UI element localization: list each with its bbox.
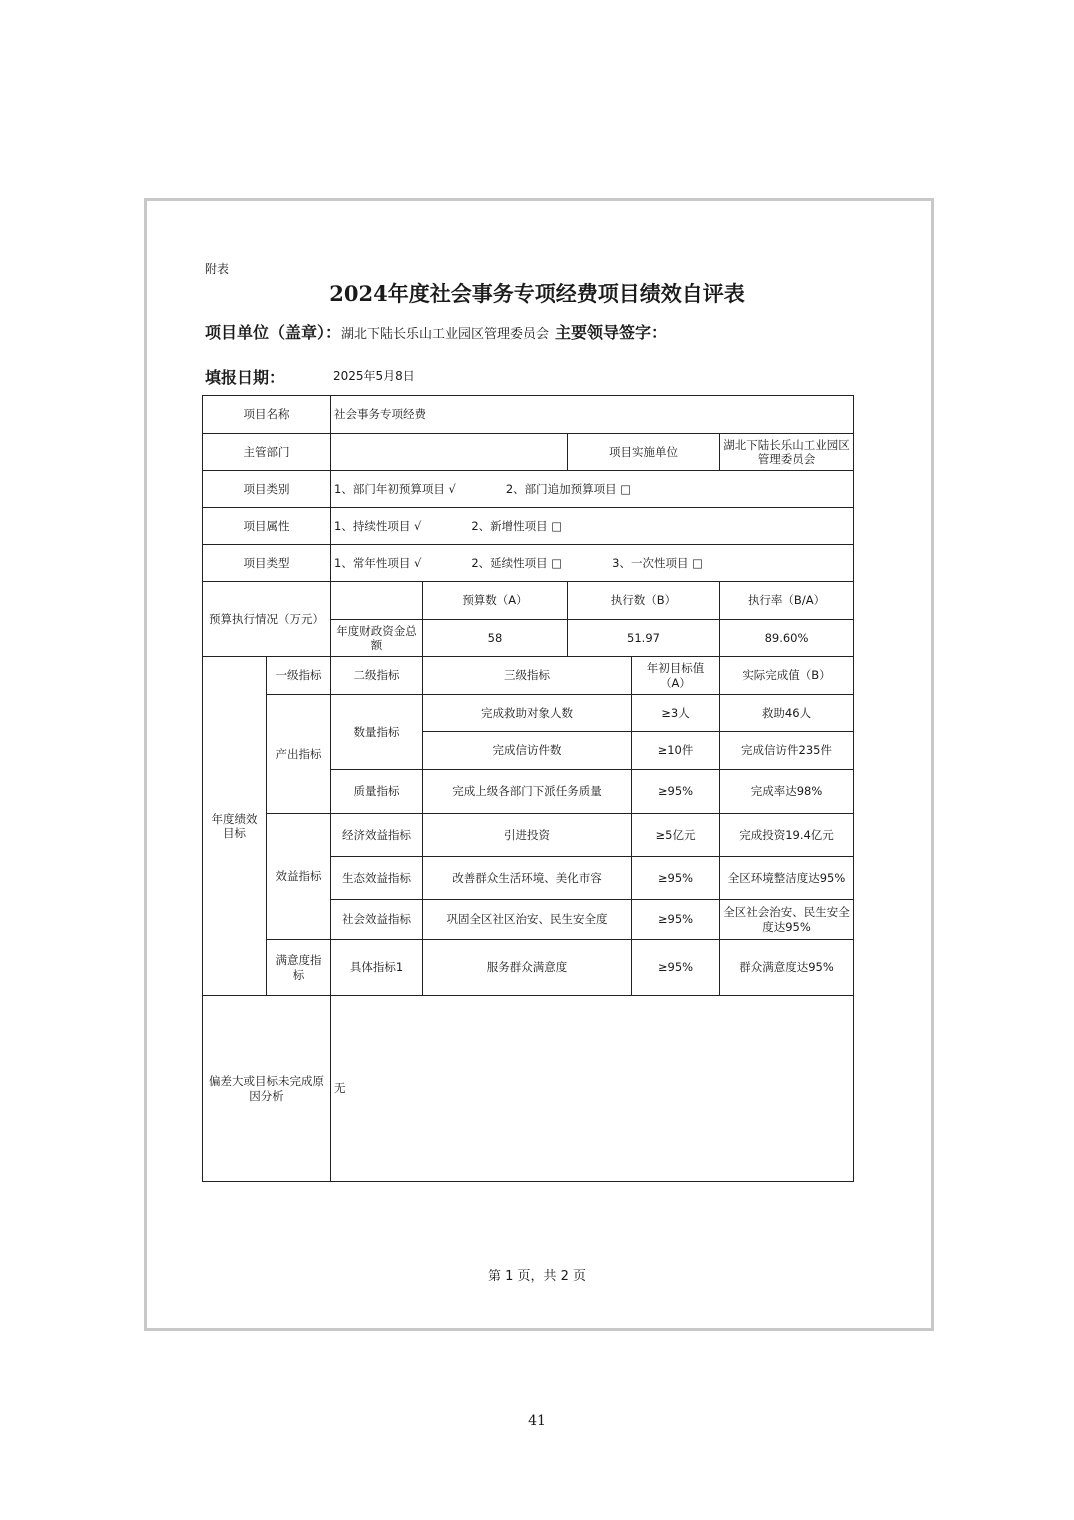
attr-option-1: 1、持续性项目 √	[334, 518, 422, 533]
category-options	[331, 471, 854, 508]
page-title: 2024年度社会事务专项经费项目绩效自评表	[329, 281, 745, 306]
attr-option-2: 2、新增性项目 □	[471, 518, 563, 533]
budget-header-blank	[331, 582, 423, 620]
perf-level3: 引进投资	[423, 814, 632, 857]
date-row	[205, 365, 415, 388]
perf-header-level1: 一级指标	[267, 657, 331, 695]
type-option-1: 1、常年性项目 √	[334, 555, 422, 570]
page-footer: 第 1 页，共 2 页	[487, 1269, 587, 1284]
type-option-3: 3、一次性项目 □	[612, 555, 703, 570]
evaluation-table	[202, 395, 854, 1182]
budget-label: 预算执行情况（万元）	[203, 582, 331, 657]
attr-options	[331, 508, 854, 545]
budget-col-b: 执行数（B）	[568, 582, 720, 620]
budget-b-value: 51.97	[568, 620, 720, 657]
satisfaction-indicator-label: 满意度指标	[267, 940, 331, 996]
budget-rate-value: 89.60%	[720, 620, 854, 657]
perf-level2: 数量指标	[331, 695, 423, 770]
impl-unit-value: 湖北下陆长乐山工业园区管理委员会	[720, 434, 854, 471]
project-name-label: 项目名称	[203, 396, 331, 434]
perf-level3: 改善群众生活环境、美化市容	[423, 857, 632, 900]
perf-level3: 服务群众满意度	[423, 940, 632, 996]
unit-value: 湖北下陆长乐山工业园区管理委员会	[341, 327, 550, 342]
perf-level2: 生态效益指标	[331, 857, 423, 900]
perf-target: ≥95%	[632, 900, 720, 940]
perf-target: ≥10件	[632, 732, 720, 770]
dept-label: 主管部门	[203, 434, 331, 471]
perf-target: ≥5亿元	[632, 814, 720, 857]
perf-level2: 经济效益指标	[331, 814, 423, 857]
perf-header-level3: 三级指标	[423, 657, 632, 695]
unit-row	[205, 320, 667, 343]
project-name-value: 社会事务专项经费	[331, 396, 854, 434]
category-option-1: 1、部门年初预算项目 √	[334, 481, 456, 496]
perf-actual: 救助46人	[720, 695, 854, 732]
category-option-2: 2、部门追加预算项目 □	[505, 481, 632, 496]
category-label: 项目类别	[203, 471, 331, 508]
appendix-note: 附表	[205, 262, 230, 276]
type-options	[331, 545, 854, 582]
output-indicator-label: 产出指标	[267, 695, 331, 814]
budget-col-rate: 执行率（B/A）	[720, 582, 854, 620]
sign-label: 主要领导签字：	[555, 323, 668, 342]
perf-header-actual: 实际完成值（B）	[720, 657, 854, 695]
perf-actual: 完成率达98%	[720, 770, 854, 814]
perf-target: ≥95%	[632, 940, 720, 996]
perf-header-target: 年初目标值（A）	[632, 657, 720, 695]
perf-header-level2: 二级指标	[331, 657, 423, 695]
perf-actual: 全区环境整洁度达95%	[720, 857, 854, 900]
deviation-value: 无	[331, 996, 854, 1182]
budget-row-label: 年度财政资金总额	[331, 620, 423, 657]
deviation-label: 偏差大或目标未完成原因分析	[203, 996, 331, 1182]
perf-actual: 群众满意度达95%	[720, 940, 854, 996]
perf-actual: 完成投资19.4亿元	[720, 814, 854, 857]
perf-target: ≥95%	[632, 770, 720, 814]
page-number: 41	[528, 1413, 546, 1429]
date-label: 填报日期：	[205, 368, 286, 387]
date-value: 2025年5月8日	[333, 369, 415, 383]
attr-label: 项目属性	[203, 508, 331, 545]
perf-level3: 完成救助对象人数	[423, 695, 632, 732]
perf-level3: 完成上级各部门下派任务质量	[423, 770, 632, 814]
perf-target: ≥3人	[632, 695, 720, 732]
benefit-indicator-label: 效益指标	[267, 814, 331, 940]
unit-label: 项目单位（盖章）：	[205, 323, 342, 342]
type-option-2: 2、延续性项目 □	[471, 555, 563, 570]
dept-value	[331, 434, 568, 471]
perf-level3: 完成信访件数	[423, 732, 632, 770]
impl-unit-label: 项目实施单位	[568, 434, 720, 471]
perf-target: ≥95%	[632, 857, 720, 900]
perf-actual: 完成信访件235件	[720, 732, 854, 770]
perf-actual: 全区社会治安、民生安全度达95%	[720, 900, 854, 940]
type-label: 项目类型	[203, 545, 331, 582]
budget-col-a: 预算数（A）	[423, 582, 568, 620]
budget-a-value: 58	[423, 620, 568, 657]
perf-level2: 社会效益指标	[331, 900, 423, 940]
perf-group-label: 年度绩效目标	[203, 657, 267, 996]
perf-level3: 巩固全区社区治安、民生安全度	[423, 900, 632, 940]
perf-level2: 具体指标1	[331, 940, 423, 996]
perf-level2: 质量指标	[331, 770, 423, 814]
